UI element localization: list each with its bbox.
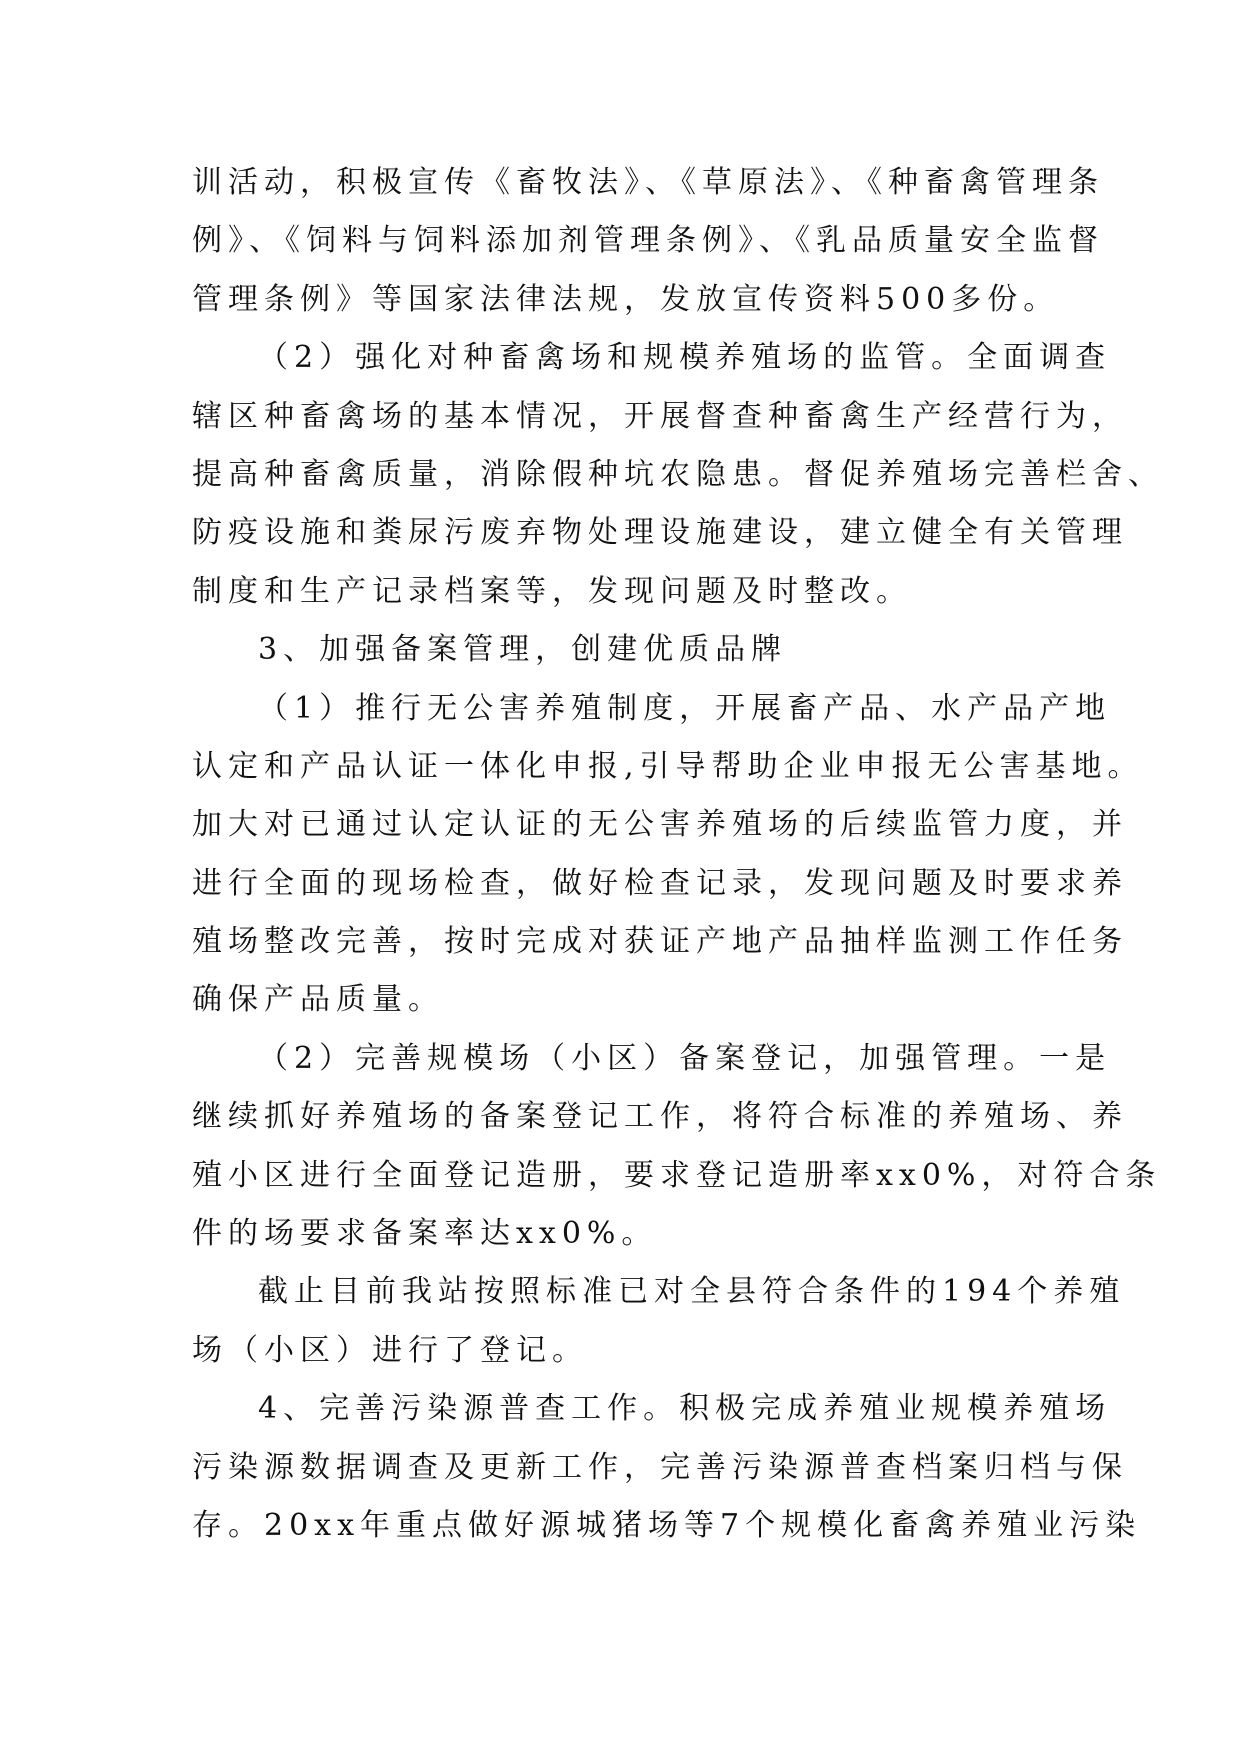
text-line: 进行全面的现场检查，做好检查记录，发现问题及时要求养	[192, 865, 1128, 901]
text-line: 污染源数据调查及更新工作，完善污染源普查档案归档与保	[192, 1449, 1128, 1485]
text-line: 存。20xx年重点做好源城猪场等7个规模化畜禽养殖业污染	[192, 1507, 1142, 1543]
text-line: 件的场要求备案率达xx0%。	[192, 1216, 658, 1252]
text-line: 例》、《饲料与饲料添加剂管理条例》、《乳品质量安全监督	[192, 223, 1104, 259]
text-line: 确保产品质量。	[192, 982, 444, 1018]
text-line: 制度和生产记录档案等，发现问题及时整改。	[192, 573, 912, 609]
text-line: 加大对已通过认定认证的无公害养殖场的后续监管力度，并	[192, 807, 1128, 843]
text-line: （1）推行无公害养殖制度，开展畜产品、水产品产地	[258, 690, 1112, 726]
text-line: 防疫设施和粪尿污废弃物处理设施建设，建立健全有关管理	[192, 515, 1128, 551]
text-line: 3、加强备案管理，创建优质品牌	[258, 632, 788, 668]
text-line: （2）强化对种畜禽场和规模养殖场的监管。全面调查	[258, 340, 1112, 376]
document-body	[192, 154, 1164, 1555]
text-line: 场（小区）进行了登记。	[192, 1332, 588, 1368]
text-line: 辖区种畜禽场的基本情况，开展督查种畜禽生产经营行为，	[192, 398, 1128, 434]
text-line: （2）完善规模场（小区）备案登记，加强管理。一是	[258, 1040, 1112, 1076]
text-line: 提高种畜禽质量，消除假种坑农隐患。督促养殖场完善栏舍、	[192, 456, 1164, 492]
text-line: 管理条例》等国家法律法规，发放宣传资料500多份。	[192, 281, 1060, 317]
text-line: 认定和产品认证一体化申报,引导帮助企业申报无公害基地。	[192, 748, 1144, 784]
text-line: 4、完善污染源普查工作。积极完成养殖业规模养殖场	[258, 1391, 1112, 1427]
text-line: 训活动，积极宣传《畜牧法》、《草原法》、《种畜禽管理条	[192, 165, 1104, 200]
text-line: 继续抓好养殖场的备案登记工作，将符合标准的养殖场、养	[192, 1099, 1128, 1135]
text-line: 殖场整改完善，按时完成对获证产地产品抽样监测工作任务	[192, 924, 1128, 960]
text-line: 殖小区进行全面登记造册，要求登记造册率xx0%，对符合条	[192, 1157, 1162, 1193]
text-line: 截止目前我站按照标准已对全县符合条件的194个养殖	[258, 1274, 1126, 1310]
